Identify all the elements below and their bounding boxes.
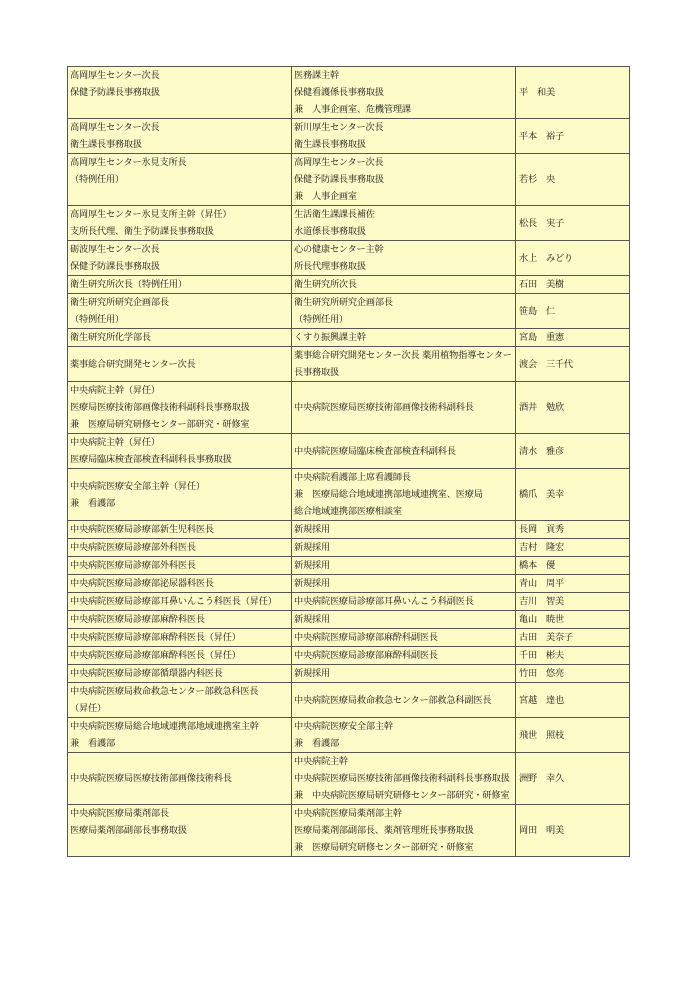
cell-line: 中央病院主幹（昇任） [70, 437, 160, 448]
cell-line: 保健予防課長事務取扱 [70, 261, 160, 272]
new-post-cell [68, 683, 292, 718]
cell-line: 水道係長事務取扱 [294, 226, 366, 237]
cell-line: 兼 看護部 [70, 497, 115, 509]
cell-line: 中央病院医療局薬剤部長 [70, 808, 169, 819]
cell-line: （昇任） [70, 703, 106, 714]
new-post-cell [68, 434, 292, 469]
person-name: 渡会 三千代 [516, 347, 630, 382]
cell-line: 保健予防課長事務取扱 [70, 87, 160, 98]
cell-line: 新川厚生センター次長 [294, 122, 384, 133]
cell-line: 兼 人事企画室 [294, 191, 357, 202]
cell-line: 兼 医療局総合地域連携部地域連携室、医療局 [294, 489, 483, 500]
cell-line: 中央病院医療局診療部外科医長 [70, 560, 196, 571]
cell-line: 中央病院医療局診療部泌尿器科医長 [70, 578, 214, 589]
new-post-cell [68, 119, 292, 154]
cell-line: 衛生課長事務取扱 [294, 139, 366, 150]
cell-line: 中央病院主幹 [294, 756, 348, 767]
person-name: 石田 美樹 [516, 276, 630, 294]
old-post-cell [292, 347, 516, 382]
table-row [68, 805, 630, 857]
new-post-cell [68, 539, 292, 557]
cell-line: 心の健康センター主幹 [294, 244, 384, 255]
old-post-cell [292, 753, 516, 805]
new-post-cell [68, 469, 292, 521]
person-name: 平本 裕子 [516, 119, 630, 154]
person-name: 古田 美奈子 [516, 629, 630, 647]
table-row [68, 276, 630, 294]
table-row [68, 206, 630, 241]
old-post-cell [292, 665, 516, 683]
old-post-cell [292, 683, 516, 718]
table-row [68, 753, 630, 805]
cell-line: 中央病院医療局診療部麻酔科医長 [70, 614, 205, 625]
cell-line: 薬事総合研究開発センター次長 [70, 358, 196, 370]
cell-line: 新規採用 [294, 560, 330, 571]
cell-line: 兼 人事企画室、危機管理課 [294, 104, 411, 115]
table-row [68, 611, 630, 629]
cell-line [70, 101, 289, 118]
new-post-cell [68, 294, 292, 329]
old-post-cell [292, 329, 516, 347]
new-post-cell [68, 665, 292, 683]
old-post-cell [292, 629, 516, 647]
cell-line: （特例任用） [294, 314, 348, 325]
cell-line: 薬事総合研究開発センター次長 薬用植物指導センター長事務取扱 [294, 350, 512, 378]
cell-line: 兼 看護部 [70, 738, 115, 749]
cell-line: 中央病院医療局診療部耳鼻いんこう科医長（昇任） [70, 596, 277, 607]
table-row [68, 521, 630, 539]
person-name: 竹田 悠亮 [516, 665, 630, 683]
personnel-table-body [68, 67, 630, 857]
old-post-cell [292, 593, 516, 611]
new-post-cell [68, 718, 292, 753]
cell-line: 衛生研究所研究企画部長 [70, 297, 169, 308]
cell-line: 衛生研究所次長 [294, 279, 357, 290]
old-post-cell [292, 241, 516, 276]
cell-line: 衛生研究所化学部長 [70, 332, 151, 343]
person-name: 水上 みどり [516, 241, 630, 276]
cell-line: 医務課主幹 [294, 70, 339, 81]
cell-line: 所長代理事務取扱 [294, 261, 366, 272]
cell-line: 中央病院医療局診療部麻酔科医長（昇任） [70, 650, 241, 661]
table-row [68, 382, 630, 434]
cell-line: 中央病院看護部上席看護師長 [294, 472, 411, 483]
cell-line: 中央病院医療局救命救急センター部救急科副医長 [294, 694, 492, 706]
cell-line: 中央病院医療局診療部麻酔科医長（昇任） [70, 632, 241, 643]
cell-line: 医療局薬剤部副部長事務取扱 [70, 825, 187, 836]
person-name: 千田 彬夫 [516, 647, 630, 665]
new-post-cell [68, 347, 292, 382]
cell-line: 中央病院医療安全部主幹 [294, 721, 393, 732]
table-row [68, 294, 630, 329]
person-name: 吉村 隆宏 [516, 539, 630, 557]
cell-line: 高岡厚生センター次長 [294, 157, 384, 168]
new-post-cell [68, 557, 292, 575]
table-row [68, 718, 630, 753]
person-name: 松長 実子 [516, 206, 630, 241]
cell-line: 中央病院医療局診療部循環器内科医長 [70, 668, 223, 679]
table-row [68, 67, 630, 119]
table-row [68, 539, 630, 557]
table-row [68, 119, 630, 154]
cell-line: 新規採用 [294, 524, 330, 535]
person-name: 橋爪 美幸 [516, 469, 630, 521]
person-name: 吉川 智美 [516, 593, 630, 611]
cell-line: 総合地域連携部医療相談室 [294, 506, 402, 517]
cell-line [70, 839, 289, 856]
cell-line: 衛生課長事務取扱 [70, 139, 142, 150]
person-name: 長岡 貢秀 [516, 521, 630, 539]
cell-line: 新規採用 [294, 614, 330, 625]
cell-line: 新規採用 [294, 578, 330, 589]
cell-line: 砺波厚生センター次長 [70, 244, 160, 255]
table-row [68, 575, 630, 593]
cell-line: 保健予防課長事務取扱 [294, 174, 384, 185]
cell-line: 中央病院医療局臨床検査部検査科副科長 [294, 445, 456, 457]
new-post-cell [68, 521, 292, 539]
cell-line: 中央病院医療局診療部麻酔科副医長 [294, 632, 438, 643]
old-post-cell [292, 119, 516, 154]
new-post-cell [68, 575, 292, 593]
old-post-cell [292, 611, 516, 629]
cell-line: 中央病院医療局薬剤部主幹 [294, 808, 402, 819]
person-name: 青山 周平 [516, 575, 630, 593]
cell-line: 高岡厚生センター氷見支所主幹（昇任） [70, 209, 232, 220]
cell-line: 兼 医療局研究研修センター部研究・研修室 [70, 419, 250, 430]
cell-line: 生活衛生課課長補佐 [294, 209, 375, 220]
person-name: 宮島 重憲 [516, 329, 630, 347]
cell-line: 兼 医療局研究研修センター部研究・研修室 [294, 842, 474, 853]
table-row [68, 665, 630, 683]
table-row [68, 329, 630, 347]
cell-line: 中央病院医療局診療部新生児科医長 [70, 524, 214, 535]
old-post-cell [292, 575, 516, 593]
cell-line: 中央病院医療局救命救急センター部救急科医長 [70, 686, 259, 697]
cell-line: 支所長代理、衛生予防課長事務取扱 [70, 226, 214, 237]
cell-line: 中央病院主幹（昇任） [70, 385, 160, 396]
table-row [68, 241, 630, 276]
cell-line: 中央病院医療局総合地域連携部地域連携室主幹 [70, 721, 259, 732]
person-name: 亀山 暁世 [516, 611, 630, 629]
new-post-cell [68, 276, 292, 294]
person-name: 酒井 勉欣 [516, 382, 630, 434]
cell-line: 中央病院医療局医療技術部画像技術科副科長 [294, 402, 474, 413]
old-post-cell [292, 276, 516, 294]
old-post-cell [292, 382, 516, 434]
table-row [68, 683, 630, 718]
old-post-cell [292, 294, 516, 329]
cell-line: 中央病院医療局診療部麻酔科副医長 [294, 650, 438, 661]
new-post-cell [68, 805, 292, 857]
new-post-cell [68, 206, 292, 241]
cell-line: 中央病院医療局医療技術部画像技術科長 [70, 773, 232, 784]
table-row [68, 647, 630, 665]
new-post-cell [68, 593, 292, 611]
personnel-table [67, 66, 630, 857]
person-name: 橋本 優 [516, 557, 630, 575]
cell-line: 医療局臨床検査部検査科副科長事務取扱 [70, 454, 232, 465]
cell-line: 兼 中央病院医療局研究研修センター部研究・研修室 [294, 790, 510, 801]
person-name: 若杉 央 [516, 154, 630, 206]
cell-line: 高岡厚生センター次長 [70, 70, 160, 81]
cell-line: 新規採用 [294, 542, 330, 553]
cell-line: 医療局薬剤部副部長、薬剤管理班長事務取扱 [294, 825, 474, 836]
person-name: 清水 雅彦 [516, 434, 630, 469]
table-row [68, 557, 630, 575]
cell-line: 衛生研究所研究企画部長 [294, 297, 393, 308]
cell-line: 中央病院医療局医療技術部画像技術科副科長事務取扱 [294, 773, 510, 784]
table-row [68, 434, 630, 469]
old-post-cell [292, 469, 516, 521]
new-post-cell [68, 67, 292, 119]
old-post-cell [292, 154, 516, 206]
person-name: 宮越 達也 [516, 683, 630, 718]
table-row [68, 629, 630, 647]
person-name: 飛世 照枝 [516, 718, 630, 753]
new-post-cell [68, 629, 292, 647]
new-post-cell [68, 753, 292, 805]
cell-line: 中央病院医療局診療部外科医長 [70, 542, 196, 553]
old-post-cell [292, 805, 516, 857]
cell-line [70, 188, 289, 205]
table-row [68, 347, 630, 382]
person-name: 笹島 仁 [516, 294, 630, 329]
new-post-cell [68, 611, 292, 629]
new-post-cell [68, 241, 292, 276]
new-post-cell [68, 382, 292, 434]
new-post-cell [68, 329, 292, 347]
personnel-table-sheet [67, 66, 629, 857]
old-post-cell [292, 539, 516, 557]
person-name: 岡田 明美 [516, 805, 630, 857]
old-post-cell [292, 67, 516, 119]
person-name: 平 和美 [516, 67, 630, 119]
old-post-cell [292, 434, 516, 469]
cell-line: 高岡厚生センター氷見支所長 [70, 157, 187, 168]
cell-line: 中央病院医療安全部主幹（昇任） [70, 480, 205, 492]
cell-line: （特例任用） [70, 174, 124, 185]
table-row [68, 154, 630, 206]
old-post-cell [292, 521, 516, 539]
cell-line: 保健看護係長事務取扱 [294, 87, 384, 98]
table-row [68, 593, 630, 611]
cell-line: 高岡厚生センター次長 [70, 122, 160, 133]
cell-line: 医療局医療技術部画像技術科副科長事務取扱 [70, 402, 250, 413]
person-name: 洲野 幸久 [516, 753, 630, 805]
new-post-cell [68, 647, 292, 665]
cell-line: 衛生研究所次長（特例任用） [70, 279, 187, 290]
old-post-cell [292, 647, 516, 665]
old-post-cell [292, 557, 516, 575]
cell-line: 兼 看護部 [294, 738, 339, 749]
old-post-cell [292, 206, 516, 241]
cell-line: （特例任用） [70, 314, 124, 325]
new-post-cell [68, 154, 292, 206]
table-row [68, 469, 630, 521]
old-post-cell [292, 718, 516, 753]
cell-line: くすり振興課主幹 [294, 332, 366, 343]
cell-line: 新規採用 [294, 668, 330, 679]
cell-line: 中央病院医療局診療部耳鼻いんこう科副医長 [294, 596, 474, 607]
